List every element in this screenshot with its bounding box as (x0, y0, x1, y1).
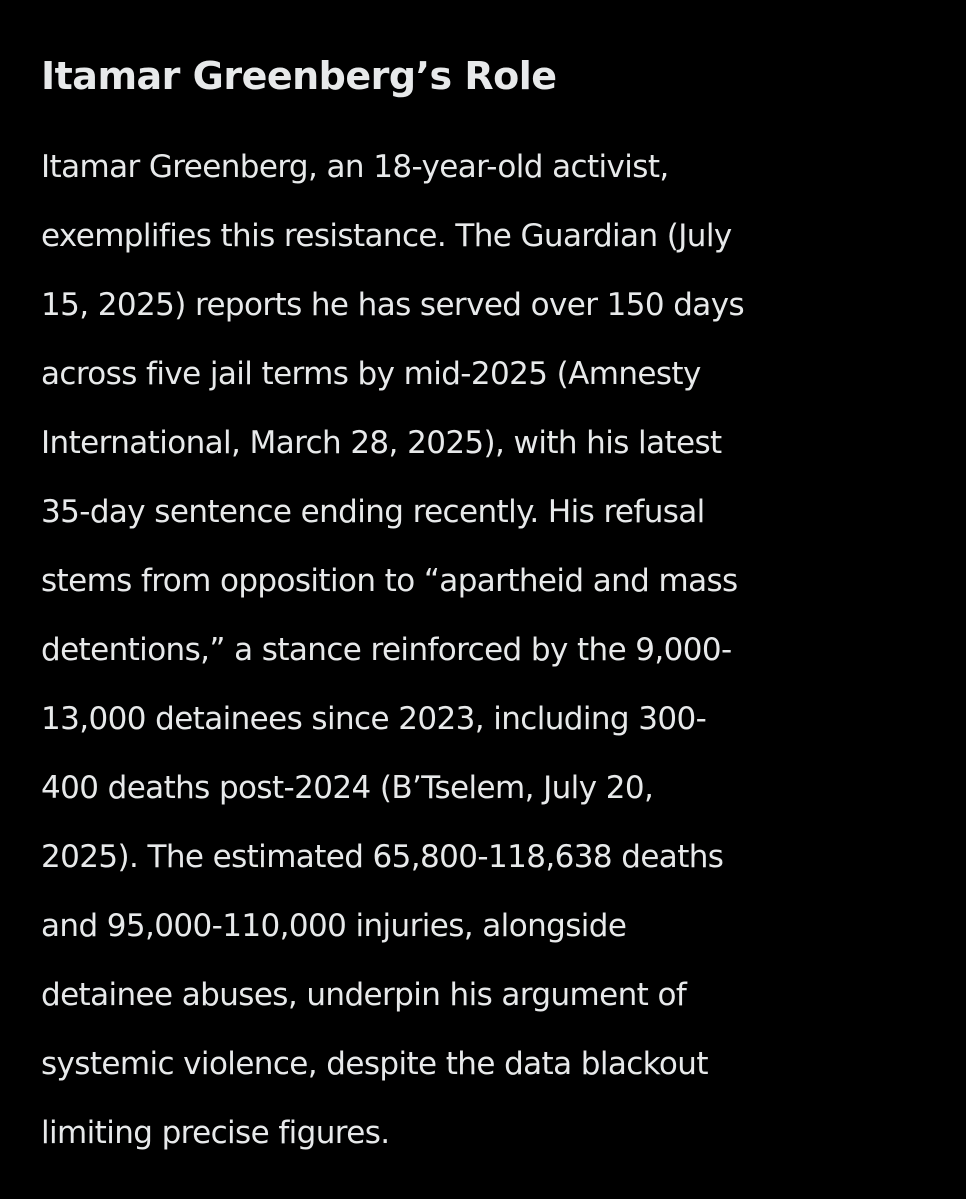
paragraph-line: limiting precise figures. (41, 1115, 390, 1151)
article (41, 38, 921, 1168)
paragraph-line: detainee abuses, underpin his argument of (41, 977, 687, 1013)
paragraph-line: Itamar Greenberg, an 18-year-old activist, (41, 149, 669, 185)
paragraph-line: 15, 2025) reports he has served over 150 days (41, 287, 744, 323)
paragraph-line: 13,000 detainees since 2023, including 300- (41, 701, 707, 737)
paragraph-line: across five jail terms by mid-2025 (Amnesty (41, 356, 701, 392)
paragraph-line: 400 deaths post-2024 (B’Tselem, July 20, (41, 770, 654, 806)
paragraph-line: stems from opposition to “apartheid and mass (41, 563, 738, 599)
paragraph-line: 35-day sentence ending recently. His refusal (41, 494, 705, 530)
paragraph-line: 2025). The estimated 65,800-118,638 deaths (41, 839, 724, 875)
article-paragraph (41, 133, 921, 1168)
paragraph-line: exemplifies this resistance. The Guardian (July (41, 218, 732, 254)
paragraph-line: International, March 28, 2025), with his latest (41, 425, 722, 461)
paragraph-line: systemic violence, despite the data blackout (41, 1046, 708, 1082)
article-heading: Itamar Greenberg’s Role (41, 54, 557, 98)
paragraph-line: and 95,000-110,000 injuries, alongside (41, 908, 627, 944)
paragraph-line: detentions,” a stance reinforced by the 9,000- (41, 632, 732, 668)
